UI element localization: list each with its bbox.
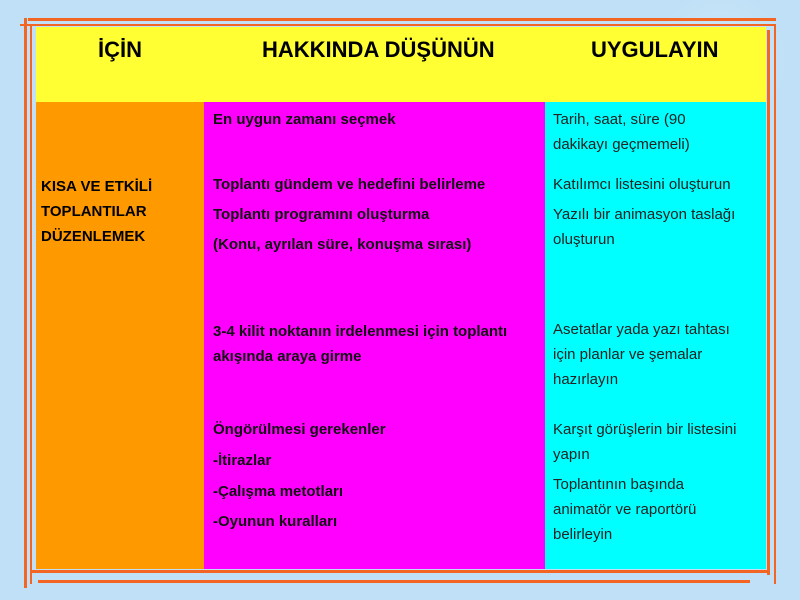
apply-item-2a: Katılımcı listesini oluşturun	[553, 176, 731, 193]
frame-bottom-line-2	[38, 580, 750, 583]
apply-item-4a: Karşıt görüşlerin bir listesini	[553, 421, 737, 438]
apply-item-3a: Asetatlar yada yazı tahtası	[553, 321, 730, 338]
frame-right-line-2	[774, 24, 776, 584]
frame-left-line-2	[30, 24, 32, 584]
apply-item-3b: için planlar ve şemalar	[553, 346, 703, 363]
apply-item-4e: belirleyin	[553, 526, 613, 543]
think-item-4c: -Çalışma metotları	[213, 483, 344, 500]
frame-bottom-line	[30, 570, 770, 573]
think-item-2a: Toplantı gündem ve hedefini belirleme	[213, 176, 486, 193]
apply-column	[545, 102, 766, 569]
header-purpose: İÇİN	[98, 37, 142, 62]
purpose-line-3: DÜZENLEMEK	[41, 228, 146, 245]
think-item-3a: 3-4 kilit noktanın irdelenmesi için toplantı	[213, 323, 508, 340]
purpose-line-1: KISA VE ETKİLİ	[41, 178, 153, 195]
purpose-line-2: TOPLANTILAR	[41, 203, 147, 220]
think-item-4b: -İtirazlar	[213, 452, 272, 469]
apply-item-1b: dakikayı geçmemeli)	[553, 136, 690, 153]
frame-left-line	[24, 18, 27, 588]
apply-item-4b: yapın	[553, 446, 590, 463]
purpose-column	[36, 102, 204, 569]
header-apply: UYGULAYIN	[591, 37, 719, 62]
apply-item-2b: Yazılı bir animasyon taslağı	[553, 206, 736, 223]
frame-top-line-2	[20, 24, 776, 26]
think-item-4a: Öngörülmesi gerekenler	[213, 421, 386, 438]
slide-table	[36, 27, 766, 569]
apply-item-4c: Toplantının başında	[553, 476, 684, 493]
apply-item-4d: animatör ve raportörü	[553, 501, 697, 518]
think-item-2b: Toplantı programını oluşturma	[213, 206, 430, 223]
table-header	[36, 27, 766, 102]
think-item-2c: (Konu, ayrılan süre, konuşma sırası)	[213, 236, 472, 253]
frame-top-line	[28, 18, 776, 21]
apply-item-3c: hazırlayın	[553, 371, 619, 388]
apply-item-2c: oluşturun	[553, 231, 615, 248]
apply-item-1a: Tarih, saat, süre (90	[553, 111, 686, 128]
think-item-1: En uygun zamanı seçmek	[213, 111, 396, 128]
think-item-4d: -Oyunun kuralları	[213, 513, 338, 530]
think-item-3b: akışında araya girme	[213, 348, 362, 365]
think-column	[204, 102, 545, 569]
header-think: HAKKINDA DÜŞÜNÜN	[262, 37, 495, 62]
frame-right-line	[767, 30, 770, 575]
